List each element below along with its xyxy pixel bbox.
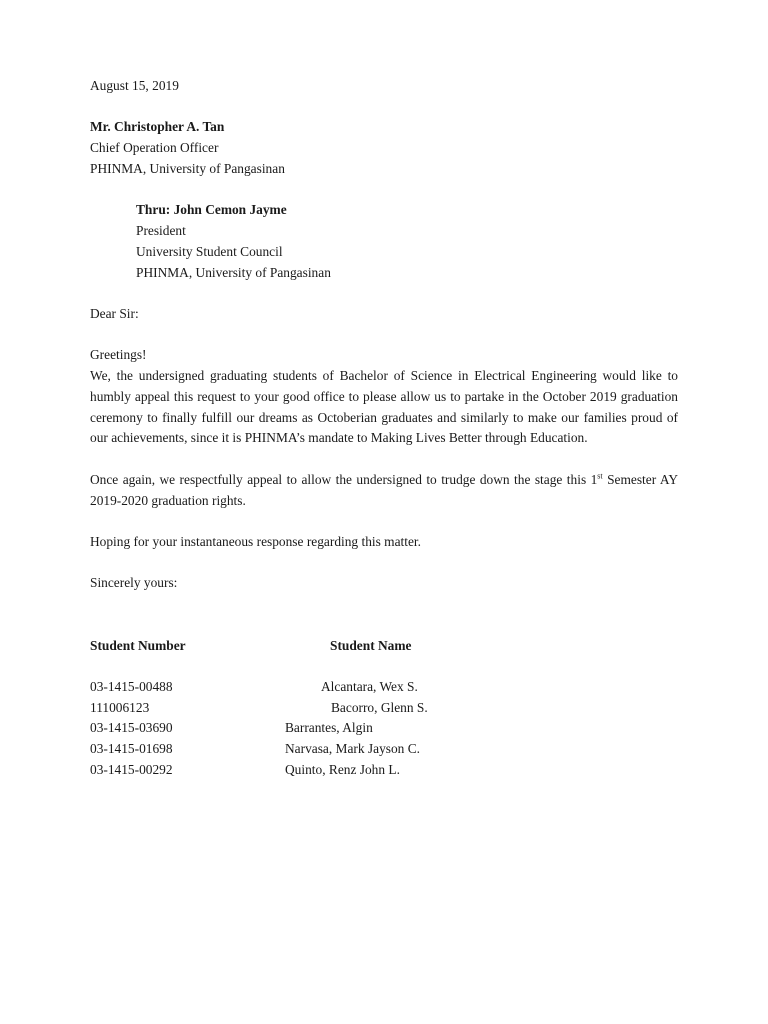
letter-date: August 15, 2019 [90, 78, 179, 93]
student-number: 03-1415-01698 [90, 741, 173, 756]
thru-org: PHINMA, University of Pangasinan [136, 265, 331, 280]
recipient-title: Chief Operation Officer [90, 140, 219, 155]
salutation: Dear Sir: [90, 306, 139, 321]
closing-line: Hoping for your instantaneous response regarding this matter. [90, 534, 421, 549]
student-number: 03-1415-03690 [90, 720, 173, 735]
student-number: 03-1415-00292 [90, 762, 173, 777]
body-paragraph-2 [90, 470, 678, 512]
thru-title: President [136, 223, 186, 238]
student-number: 03-1415-00488 [90, 679, 173, 694]
greeting: Greetings! [90, 347, 147, 362]
body-paragraph-2-text: Once again, we respectfully appeal to allow the undersigned to trudge down the stage this 1 [90, 472, 598, 487]
sign-off: Sincerely yours: [90, 575, 178, 590]
recipient-name: Mr. Christopher A. Tan [90, 119, 225, 134]
body-paragraph-2-text-end: Semester AY 2019-2020 graduation rights. [90, 472, 678, 508]
student-name: Alcantara, Wex S. [321, 679, 418, 694]
header-student-name: Student Name [330, 638, 412, 653]
student-name: Barrantes, Algin [285, 720, 373, 735]
student-name: Bacorro, Glenn S. [331, 700, 428, 715]
student-name: Quinto, Renz John L. [285, 762, 400, 777]
student-number: 111006123 [90, 700, 150, 715]
header-student-number: Student Number [90, 638, 186, 653]
thru-name: Thru: John Cemon Jayme [136, 202, 287, 217]
ordinal-suffix: st [597, 471, 603, 481]
recipient-org: PHINMA, University of Pangasinan [90, 161, 285, 176]
student-name: Narvasa, Mark Jayson C. [285, 741, 420, 756]
body-paragraph-1: We, the undersigned graduating students of Bachelor of Science in Electrical Engineering would like to humbly appeal this request to your good office to please allow us to partake in the October 2019 graduation ceremony to finally fulfill our dreams as Octoberian graduates and similarly to make our families proud of our achievements, since it is PHINMA’s mandate to Making Lives Better through Education. [90, 368, 678, 446]
thru-dept: University Student Council [136, 244, 283, 259]
